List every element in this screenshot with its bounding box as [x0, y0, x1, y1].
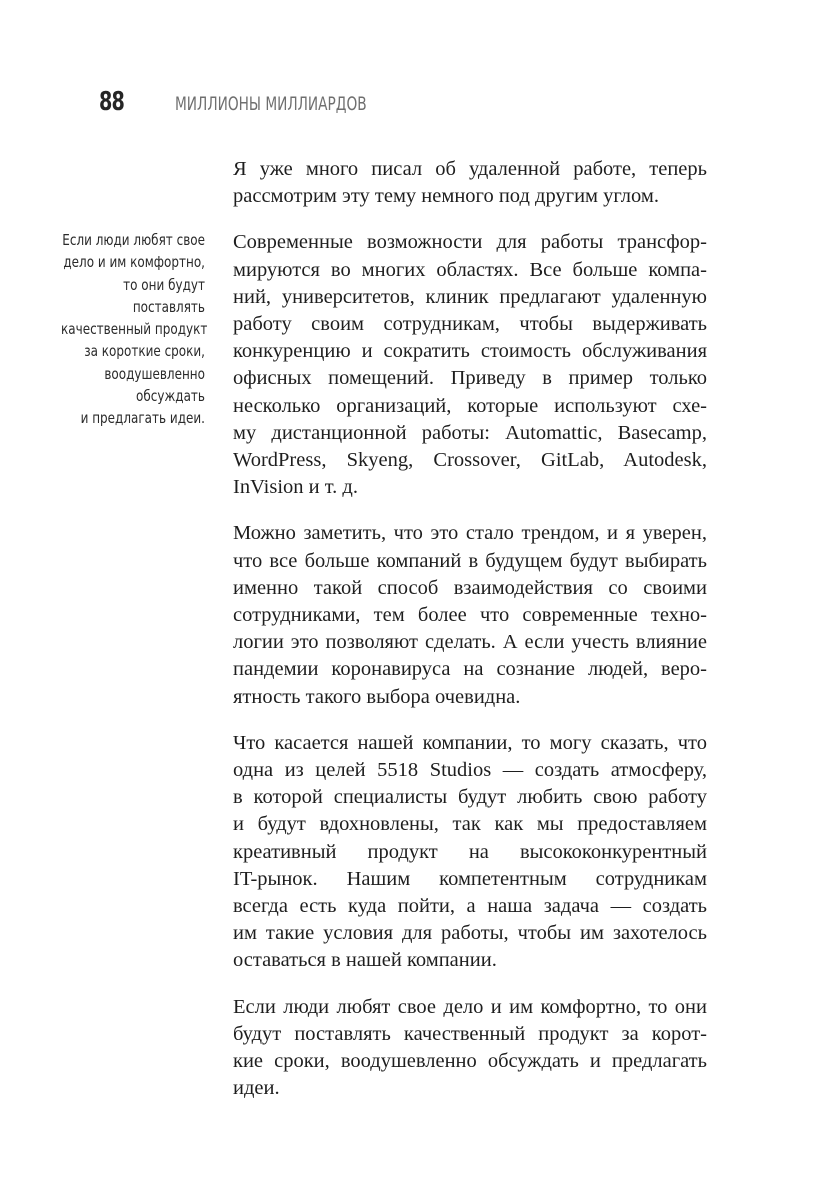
text-line: Я уже много писал об удаленной работе, теперь [233, 158, 707, 180]
paragraph-1 [233, 156, 707, 210]
pull-quote-line: дело и им комфортно, [63, 253, 205, 272]
text-line: работу своим сотрудникам, чтобы выдерживать [233, 313, 707, 336]
text-line: IT-рынок. Нашим компетентным сотрудникам [233, 867, 707, 890]
text-line: Если люди любят свое дело и им комфортно, то они [233, 995, 707, 1018]
text-line: сотрудниками, тем более что современные техно- [233, 604, 707, 627]
text-line: идеи. [233, 1077, 280, 1100]
text-line: что все больше компаний в будущем будут выбирать [233, 549, 707, 572]
text-line: оставаться в нашей компании. [233, 949, 497, 972]
text-line: и будут вдохновлены, так как мы предоставляем [233, 813, 707, 836]
pull-quote-line: то они будут [123, 275, 205, 294]
pull-quote [25, 229, 208, 430]
body-text [233, 156, 707, 1122]
text-line: пандемии коронавируса на сознание людей, веро- [233, 658, 707, 681]
text-line: именно такой способ взаимодействия со своими [233, 576, 707, 599]
pull-quote-line: Если люди любят свое [62, 231, 206, 249]
pull-quote-line: качественный продукт [61, 320, 208, 339]
text-line: всегда есть куда пойти, а наша задача — создать [233, 895, 707, 918]
text-line: несколько организаций, которые используют схе- [233, 394, 707, 417]
pull-quote-line: и предлагать идеи. [80, 409, 205, 428]
text-line: в которой специалисты будут любить свою работу [233, 786, 707, 809]
pull-quote-line: поставлять [132, 297, 205, 316]
paragraph-2 [233, 229, 707, 501]
pull-quote-line: за короткие сроки, [84, 342, 205, 361]
text-line: рассмотрим эту тему немного под другим углом. [233, 185, 659, 208]
text-line: Что касается нашей компании, то могу сказать, что [233, 731, 707, 754]
text-line: InVision и т. д. [233, 476, 358, 499]
text-line: будут поставлять качественный продукт за корот- [233, 1022, 707, 1045]
text-line: му дистанционной работы: Automattic, Basecamp, [233, 421, 707, 444]
paragraph-4 [233, 730, 707, 975]
pull-quote-line: воодушевленно [104, 364, 205, 383]
text-line: креативный продукт на высококонкурентный [233, 840, 707, 863]
text-line: логии это позволяют сделать. А если учесть влияние [233, 631, 707, 654]
text-line: конкуренцию и сократить стоимость обслуживания [233, 340, 707, 363]
page-number: 88 [99, 87, 125, 117]
text-line: Можно заметить, что это стало трендом, и я уверен, [233, 522, 707, 545]
running-title: МИЛЛИОНЫ МИЛЛИАРДОВ [175, 93, 367, 115]
text-line: ний, университетов, клиник предлагают удаленную [233, 285, 707, 308]
text-line: им такие условия для работы, чтобы им захотелось [233, 922, 707, 945]
text-line: офисных помещений. Приведу в пример только [233, 367, 707, 390]
text-line: Современные возможности для работы трансфор- [233, 231, 707, 254]
paragraph-3 [233, 520, 707, 710]
text-line: одна из целей 5518 Studios — создать атмосферу, [233, 759, 707, 782]
text-line: ятность такого выбора очевидна. [233, 685, 521, 708]
text-line: кие сроки, воодушевленно обсуждать и предлагать [233, 1050, 707, 1073]
pull-quote-line: обсуждать [136, 387, 205, 406]
text-line: WordPress, Skyeng, Crossover, GitLab, Autodesk, [233, 449, 707, 472]
paragraph-5 [233, 994, 707, 1103]
text-line: мируются во многих областях. Все больше компа- [233, 258, 707, 281]
